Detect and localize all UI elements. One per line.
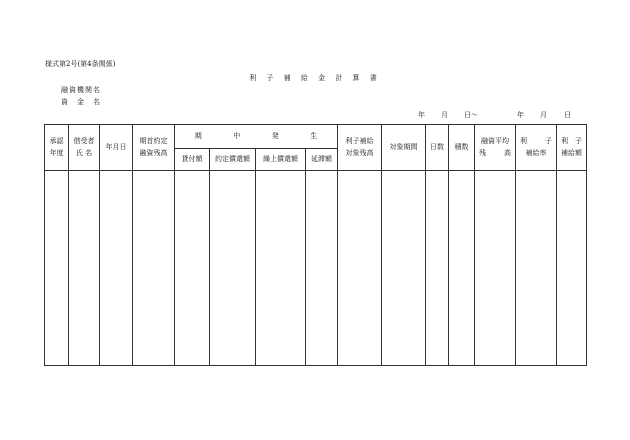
header-text: 繰上償還額 [263, 154, 298, 163]
header-text: 子 [575, 137, 582, 146]
header-text: 氏 名 [75, 148, 93, 157]
cell-early-repayment[interactable] [256, 171, 306, 366]
header-product [449, 125, 475, 171]
cell-date[interactable] [100, 171, 133, 366]
header-text: 生 [310, 131, 318, 140]
header-text: 年月日 [105, 142, 127, 151]
header-text: 残 [479, 148, 486, 157]
cell-subsidy-target-balance[interactable] [338, 171, 382, 366]
header-opening-balance [133, 125, 175, 171]
header-text: 借受者 [73, 137, 95, 146]
cell-subsidy-rate[interactable] [516, 171, 557, 366]
period-day-end: 日 [564, 111, 571, 119]
cell-target-period[interactable] [382, 171, 426, 366]
period-month-start: 月 [441, 111, 448, 119]
header-text: 中 [233, 131, 241, 140]
calculation-table [44, 124, 587, 366]
header-text: 利 [561, 137, 568, 146]
period-year-start: 年 [418, 111, 425, 119]
header-text: 約定償還額 [215, 154, 250, 163]
fund-label-part: 名 [93, 98, 100, 106]
header-approval-year [45, 125, 69, 171]
header-borrower-name [69, 125, 100, 171]
cell-scheduled-repayment[interactable] [210, 171, 256, 366]
period-day-start: 日〜 [464, 111, 478, 119]
header-text: 利子補給 [345, 137, 374, 146]
period-month-end: 月 [540, 111, 547, 119]
cell-loan-amount[interactable] [175, 171, 210, 366]
header-text: 高 [504, 148, 511, 157]
table-row [45, 171, 587, 366]
header-text: 補給額 [561, 148, 582, 157]
header-text: 対象残高 [345, 148, 374, 157]
header-text: 承認 [49, 137, 64, 146]
cell-subsidy-amount[interactable] [557, 171, 587, 366]
fund-label [61, 99, 100, 106]
header-text: 利 [520, 137, 527, 146]
cell-opening-balance[interactable] [133, 171, 175, 366]
cell-product[interactable] [449, 171, 475, 366]
header-text: 子 [545, 137, 552, 146]
header-average-balance [475, 125, 516, 171]
header-text: 対象期間 [389, 142, 418, 151]
header-loan-amount [175, 149, 210, 171]
header-text: 年度 [49, 148, 64, 157]
header-text: 積数 [454, 142, 469, 151]
cell-overdue-amount[interactable] [306, 171, 338, 366]
header-scheduled-repayment [210, 149, 256, 171]
header-days [426, 125, 449, 171]
header-text: 発 [271, 131, 279, 140]
fund-label-part: 金 [77, 98, 84, 106]
header-early-repayment [256, 149, 306, 171]
header-text: 日数 [430, 142, 444, 151]
header-text: 期 [194, 131, 202, 140]
header-overdue-amount [306, 149, 338, 171]
header-text: 融資平均 [481, 137, 509, 146]
cell-average-balance[interactable] [475, 171, 516, 366]
header-subsidy-rate [516, 125, 557, 171]
header-text: 貸付額 [181, 154, 203, 163]
form-number: 様式第2号(第4条関係) [45, 60, 116, 68]
header-text: 融資残高 [139, 148, 168, 157]
document-title: 利 子 補 給 金 計 算 書 [249, 74, 381, 82]
cell-days[interactable] [426, 171, 449, 366]
institution-label: 融資機関名 [61, 86, 101, 94]
header-subsidy-amount [557, 125, 587, 171]
header-target-period [382, 125, 426, 171]
header-text: 補給率 [525, 148, 547, 157]
header-text: 延滞額 [311, 154, 332, 163]
header-text: 期首約定 [139, 137, 168, 146]
header-date [100, 125, 133, 171]
header-subsidy-target-balance [338, 125, 382, 171]
fund-label-part: 資 [61, 98, 68, 106]
cell-approval-year[interactable] [45, 171, 69, 366]
period-year-end: 年 [517, 111, 524, 119]
period-range [418, 112, 571, 119]
header-period-occurrence [175, 125, 338, 149]
cell-borrower-name[interactable] [69, 171, 100, 366]
